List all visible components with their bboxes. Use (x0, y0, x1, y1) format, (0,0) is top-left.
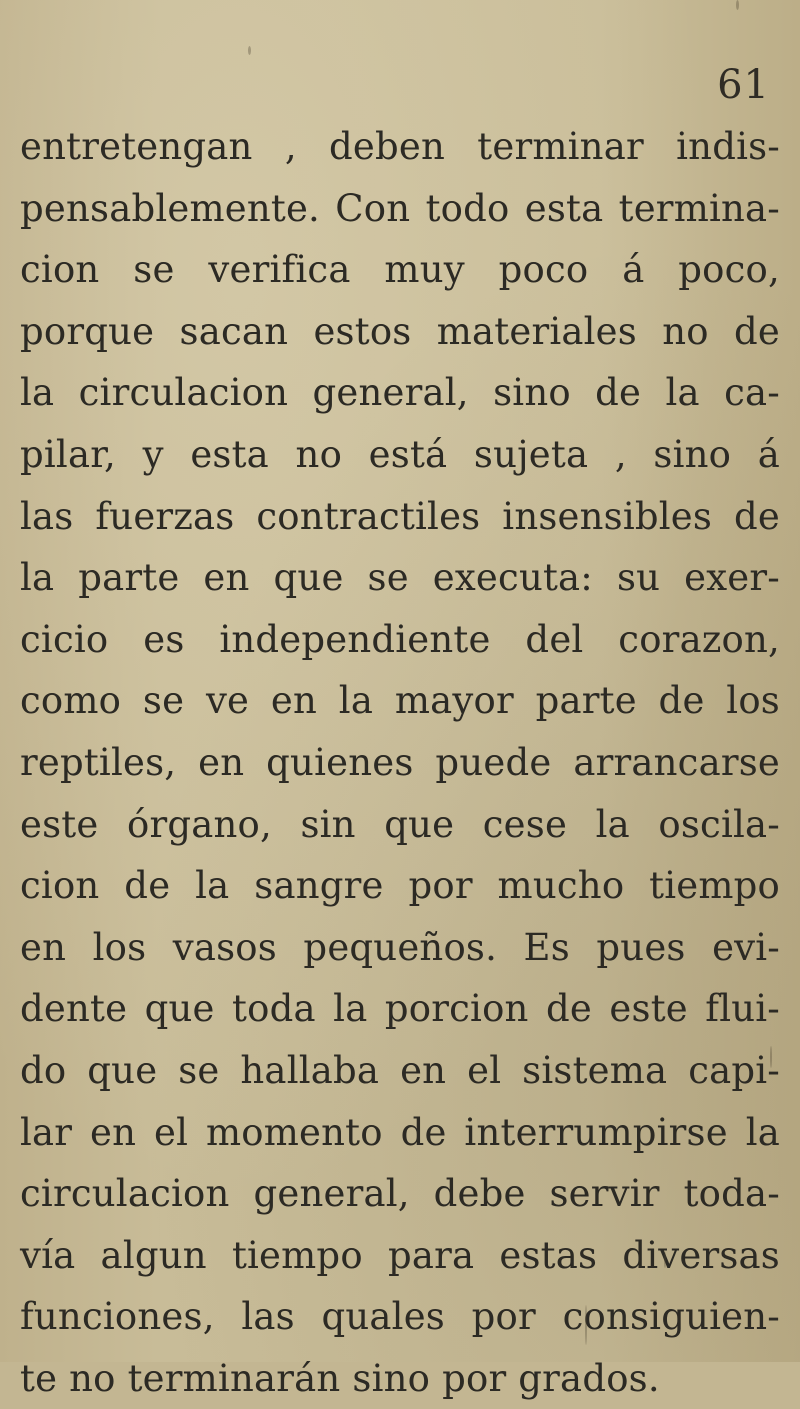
paper-speck (770, 1046, 772, 1068)
text-line: como se ve en la mayor parte de los (20, 679, 780, 723)
text-line: circulacion general, debe servir toda- (20, 1172, 780, 1216)
text-line-last: te no terminarán sino por grados. (20, 1356, 660, 1400)
paper-speck (736, 0, 739, 10)
text-line: cicio es independiente del corazon, (20, 617, 780, 661)
text-line: vía algun tiempo para estas diversas (20, 1233, 780, 1277)
text-line: este órgano, sin que cese la oscila- (20, 802, 780, 846)
text-line: pensablemente. Con todo esta termina- (20, 186, 780, 230)
paper-speck (585, 1305, 587, 1345)
text-line: porque sacan estos materiales no de (20, 309, 780, 353)
text-line: las fuerzas contractiles insensibles de (20, 494, 780, 538)
paper-speck (248, 46, 251, 55)
text-line: la circulacion general, sino de la ca- (20, 371, 780, 415)
text-line: en los vasos pequeños. Es pues evi- (20, 925, 780, 969)
text-line: cion se verifica muy poco á poco, (20, 248, 780, 292)
text-line: entretengan , deben terminar indis- (20, 125, 780, 168)
page-number: 61 (717, 62, 770, 108)
text-line: cion de la sangre por mucho tiempo (20, 864, 780, 908)
text-line: do que se hallaba en el sistema capi- (20, 1048, 780, 1092)
text-line: funciones, las quales por consiguien- (20, 1295, 780, 1339)
text-line: pilar, y esta no está sujeta , sino á (20, 432, 780, 476)
text-line: dente que toda la porcion de este flui- (20, 987, 780, 1031)
text-line: la parte en que se executa: su exer- (20, 556, 780, 600)
text-line: reptiles, en quienes puede arrancarse (20, 740, 780, 784)
text-line: lar en el momento de interrumpirse la (20, 1110, 780, 1154)
body-text (20, 116, 780, 1409)
paper-speck (664, 1252, 666, 1268)
